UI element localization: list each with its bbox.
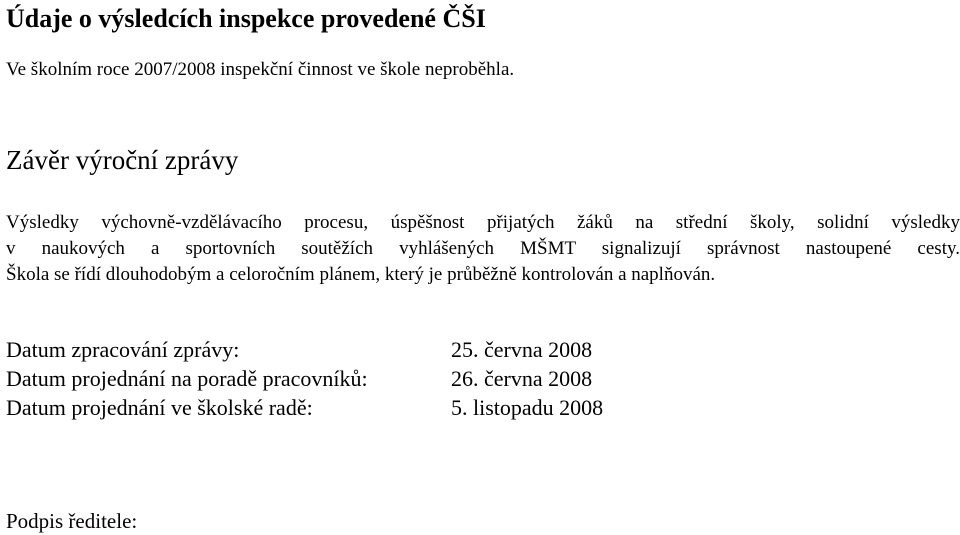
conclusion-line: Škola se řídí dlouhodobým a celoročním plánem, který je průběžně kontrolován a naplňován. [6, 264, 716, 285]
conclusion-line: Výsledky výchovně-vzdělávacího procesu, úspěšnost přijatých žáků na střední školy, solidní výsledky [6, 212, 960, 233]
date-value: 5. listopadu 2008 [451, 395, 604, 420]
conclusion-paragraph [6, 210, 960, 288]
date-label: Datum projednání na poradě pracovníků: [6, 366, 368, 391]
date-value: 25. června 2008 [451, 337, 593, 362]
conclusion-heading: Závěr výroční zprávy [6, 145, 239, 175]
conclusion-line: v naukových a sportovních soutěžích vyhlášených MŠMT signalizují správnost nastoupené cesty. [6, 238, 960, 259]
date-label: Datum projednání ve školské radě: [6, 395, 313, 420]
date-label: Datum zpracování zprávy: [6, 337, 240, 362]
inspection-heading: Údaje o výsledcích inspekce provedené ČŠI [6, 4, 486, 33]
dates-block [6, 335, 603, 422]
date-row-processing [6, 335, 603, 364]
signature-label: Podpis ředitele: [6, 509, 138, 533]
date-value: 26. června 2008 [451, 366, 593, 391]
date-row-school-board [6, 393, 603, 422]
date-row-staff-meeting [6, 364, 603, 393]
inspection-text: Ve školním roce 2007/2008 inspekční činnost ve škole neproběhla. [6, 59, 515, 80]
